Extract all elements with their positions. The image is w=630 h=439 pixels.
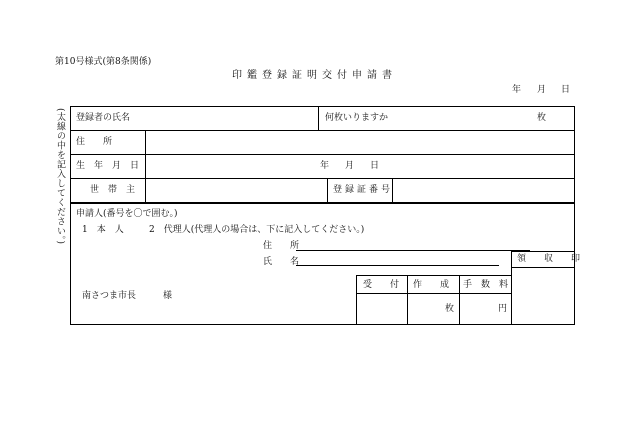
date-month: 月 <box>537 85 547 95</box>
fee-yen-unit: 円 <box>498 304 508 314</box>
receipt-stamp-label: 領 収 印 <box>517 254 581 264</box>
form-title: 印鑑登録証明交付申請書 <box>232 70 397 81</box>
created-label: 作 成 <box>413 280 450 290</box>
copies-unit: 枚 <box>537 113 547 123</box>
fee-label: 手 数 料 <box>463 280 509 290</box>
address-label: 住 所 <box>76 137 113 147</box>
household-head-label: 世 帯 主 <box>90 185 136 195</box>
birth-day: 日 <box>370 161 380 171</box>
applicant-heading: 申請人(番号を〇で囲む。) <box>76 209 178 219</box>
birth-year: 年 <box>320 161 330 171</box>
side-note: (太線の中を記入してください。) <box>55 108 65 245</box>
birth-month: 月 <box>345 161 355 171</box>
date-year: 年 <box>512 85 522 95</box>
agent-address-line <box>296 250 530 251</box>
birth-label: 生 年 月 日 <box>76 161 140 171</box>
applicant-option-agent: 2 代理人(代理人の場合は、下に記入してください。) <box>149 225 365 235</box>
date-day: 日 <box>561 85 571 95</box>
registrant-name-label: 登録者の氏名 <box>76 113 131 123</box>
addressee: 南さつま市長 様 <box>82 291 173 301</box>
cert-number-label: 登録証番号 <box>333 185 394 195</box>
form-number: 第10号様式(第8条関係) <box>55 57 152 67</box>
agent-name-label: 氏 名 <box>263 257 300 267</box>
agent-address-label: 住 所 <box>263 241 300 251</box>
received-label: 受 付 <box>363 280 400 290</box>
agent-name-line <box>296 265 499 266</box>
copies-question-label: 何枚いりますか <box>325 113 389 123</box>
applicant-option-self: 1 本 人 <box>82 225 124 235</box>
created-copies-unit: 枚 <box>445 304 455 314</box>
